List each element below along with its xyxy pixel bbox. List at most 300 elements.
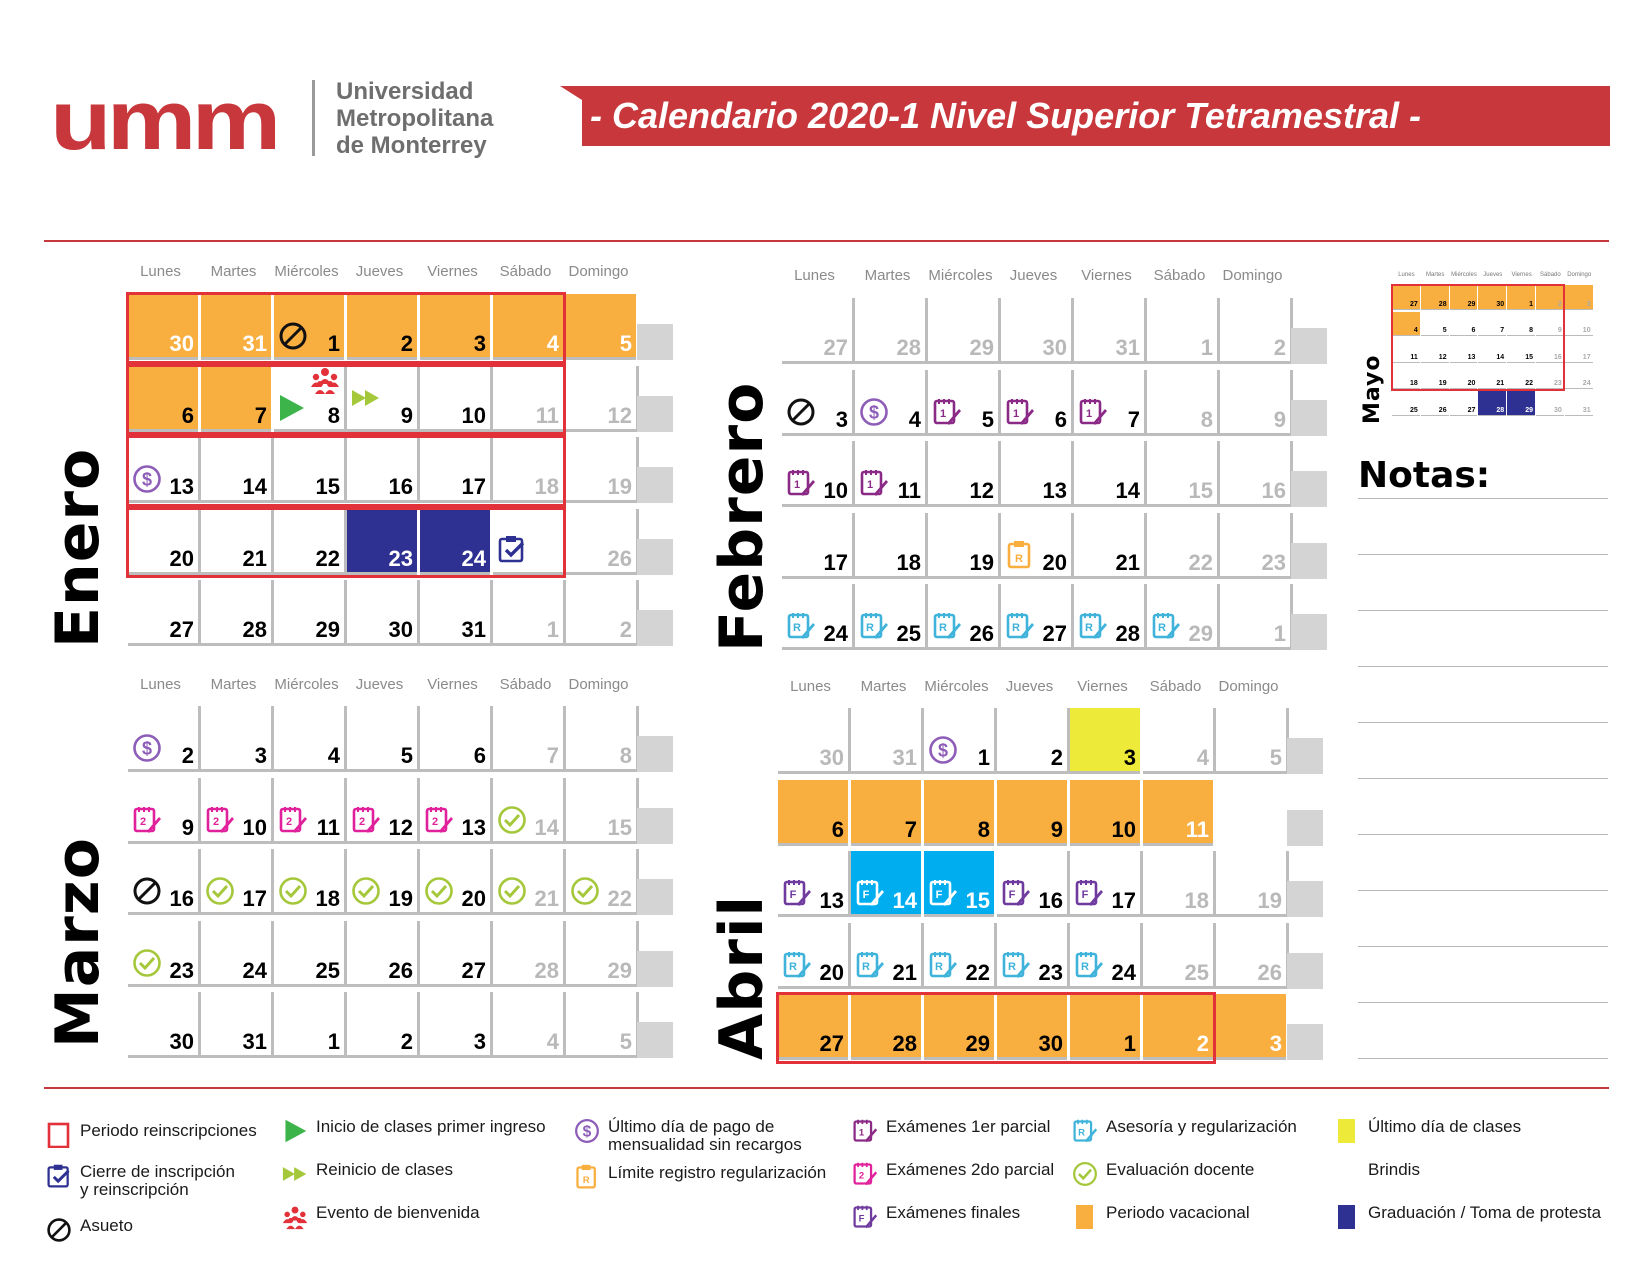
mini-day-number: 12	[1438, 353, 1447, 361]
legend-item	[282, 1161, 542, 1201]
week-tab	[1291, 328, 1327, 364]
day-number: 27	[169, 617, 194, 642]
day-number: 22	[607, 886, 632, 911]
weekday-header: Jueves	[1009, 267, 1058, 284]
svg-text:R: R	[939, 622, 947, 634]
day-number: 11	[316, 814, 340, 840]
mini-weekday-header: Lunes	[1398, 272, 1415, 278]
day-cell	[201, 778, 271, 844]
asesoria-icon	[782, 950, 812, 980]
reinscription-period-box	[126, 292, 566, 364]
mini-weekday-header: Martes	[1426, 272, 1445, 278]
ex2-legend-icon	[852, 1161, 878, 1187]
day-cell	[928, 298, 998, 364]
weekday-header: Viernes	[1077, 678, 1128, 695]
day-number: 18	[315, 886, 340, 911]
day-number: 24	[823, 621, 848, 646]
day-number: 10	[461, 402, 486, 428]
day-cell	[851, 923, 921, 989]
note-line	[1358, 834, 1608, 835]
day-cell	[420, 849, 490, 915]
day-number: 26	[1257, 959, 1282, 985]
day-number: 5	[619, 331, 632, 356]
svg-text:R: R	[1081, 960, 1089, 973]
svg-text:2: 2	[285, 815, 293, 828]
weekday-header: Miércoles	[924, 678, 989, 695]
week-tab	[637, 324, 673, 360]
legend-label: Reinicio de clases	[316, 1160, 454, 1179]
week-tab	[637, 610, 673, 646]
yellow-legend-icon	[1334, 1118, 1360, 1144]
svg-text:1: 1	[858, 1127, 865, 1139]
day-number: 19	[607, 474, 632, 499]
weekday-header: Jueves	[355, 676, 404, 693]
day-number: 20	[819, 959, 844, 985]
day-number: 9	[1273, 406, 1286, 432]
day-cell	[128, 580, 198, 646]
exf-icon	[782, 878, 812, 908]
note-line	[1358, 554, 1608, 555]
day-cell	[1220, 370, 1290, 436]
mini-day-number: 11	[1410, 353, 1418, 361]
day-number: 8	[327, 402, 340, 428]
svg-text:2: 2	[139, 815, 147, 828]
day-cell	[420, 706, 490, 772]
day-cell	[493, 849, 563, 915]
day-number: 10	[823, 478, 848, 503]
mini-day-number: 25	[1410, 406, 1418, 414]
day-number: 27	[1042, 621, 1067, 646]
day-number: 25	[896, 621, 921, 646]
mini-day-number: 5	[1442, 327, 1447, 334]
logo-line-2: Metropolitana	[336, 105, 494, 132]
legend-item	[1334, 1161, 1594, 1201]
legend-item	[1334, 1118, 1594, 1158]
day-number: 13	[819, 888, 844, 913]
mini-day-number: 23	[1554, 380, 1562, 387]
weekday-header: Lunes	[140, 676, 181, 693]
day-number: 1	[546, 617, 559, 642]
svg-text:R: R	[1085, 622, 1093, 634]
day-cell	[997, 708, 1067, 774]
day-number: 8	[1200, 406, 1213, 432]
day-cell	[1143, 923, 1213, 989]
day-number: 27	[823, 335, 848, 360]
weekday-header: Sábado	[1149, 678, 1202, 695]
day-number: 9	[181, 814, 194, 840]
mini-reinscription-box	[1391, 284, 1565, 391]
day-number: 31	[242, 1029, 267, 1054]
weekday-header: Sábado	[1153, 267, 1206, 284]
day-cell	[566, 580, 636, 646]
legend-item	[282, 1117, 546, 1158]
svg-text:1: 1	[793, 479, 801, 491]
svg-text:R: R	[793, 622, 801, 634]
day-cell	[851, 708, 921, 774]
note-line	[1358, 1002, 1608, 1003]
day-cell	[274, 849, 344, 915]
svg-text:1: 1	[1012, 407, 1020, 420]
day-number: 8	[977, 816, 990, 842]
week-tab	[1291, 400, 1327, 436]
mini-day-number: 27	[1410, 300, 1418, 308]
mini-day-number: 28	[1438, 300, 1447, 308]
day-number: 30	[388, 617, 413, 642]
day-cell	[1074, 584, 1144, 650]
svg-text:$: $	[141, 738, 153, 759]
day-cell	[1074, 513, 1144, 579]
note-line	[1358, 890, 1608, 891]
day-number: 22	[1188, 549, 1213, 575]
legend-item	[1072, 1204, 1332, 1244]
day-number: 18	[896, 549, 921, 575]
day-number: 23	[388, 545, 413, 571]
day-cell	[1143, 780, 1213, 846]
day-cell	[1001, 513, 1071, 579]
legend-label: Exámenes 1er parcial	[886, 1117, 1051, 1136]
weekday-header: Sábado	[499, 676, 552, 693]
day-number: 5	[619, 1029, 632, 1054]
day-number: 10	[242, 814, 267, 840]
week-tab	[637, 879, 673, 915]
weekday-header: Lunes	[790, 678, 831, 695]
day-cell	[997, 780, 1067, 846]
restart-legend-icon	[282, 1161, 308, 1187]
note-line	[1358, 722, 1608, 723]
legend-label: Evaluación docente	[1106, 1160, 1255, 1179]
svg-text:$: $	[868, 402, 880, 422]
day-number: 2	[619, 617, 632, 642]
legend-item	[574, 1164, 834, 1204]
day-cell	[1220, 298, 1290, 364]
day-number: 17	[823, 549, 848, 575]
day-cell	[566, 437, 636, 503]
day-number: 13	[169, 474, 194, 499]
mini-day-number: 13	[1467, 353, 1476, 361]
day-cell	[274, 778, 344, 844]
ex2-icon	[351, 805, 381, 835]
day-cell	[928, 370, 998, 436]
mini-day-number: 15	[1525, 353, 1533, 361]
day-number: 3	[473, 331, 486, 356]
day-cell	[1216, 851, 1286, 917]
day-cell	[1143, 851, 1213, 917]
day-cell	[855, 298, 925, 364]
day-cell	[1001, 441, 1071, 507]
asesoria-icon	[1078, 611, 1108, 641]
day-cell	[128, 706, 198, 772]
mini-day-number: 29	[1525, 406, 1533, 414]
svg-text:$: $	[582, 1123, 592, 1141]
mini-day-number: 26	[1438, 406, 1447, 414]
eval-icon	[497, 805, 527, 835]
week-tab	[637, 396, 673, 432]
legend-label: Último día de pago de mensualidad sin recargos	[608, 1117, 802, 1154]
note-line	[1358, 778, 1608, 779]
legend-item	[46, 1163, 306, 1203]
navy-legend-icon	[1334, 1204, 1360, 1230]
day-cell	[1216, 780, 1286, 846]
mini-day-number: 27	[1467, 406, 1476, 414]
day-number: 19	[388, 886, 413, 911]
day-number: 19	[969, 549, 994, 575]
day-number: 18	[1184, 888, 1209, 913]
vac-legend-icon	[1072, 1204, 1098, 1230]
mini-day-number: 1	[1529, 300, 1533, 308]
day-number: 24	[1111, 959, 1136, 985]
day-cell	[924, 851, 994, 917]
umm-logo-mark: umm	[50, 73, 277, 167]
mini-day-number: 16	[1554, 353, 1562, 361]
day-cell	[1220, 584, 1290, 650]
svg-text:R: R	[935, 960, 943, 973]
month-name-mayo: Mayo	[1360, 354, 1385, 424]
mini-day-cell	[1565, 365, 1593, 390]
mini-weekday-header: Jueves	[1483, 272, 1503, 278]
day-cell	[1070, 851, 1140, 917]
day-cell	[997, 851, 1067, 917]
logo-line-3: de Monterrey	[336, 132, 487, 159]
day-cell	[924, 780, 994, 846]
day-cell	[274, 706, 344, 772]
legend-label: Exámenes finales	[886, 1203, 1021, 1222]
eval-icon	[570, 876, 600, 906]
day-number: 31	[461, 617, 486, 642]
week-tab	[637, 736, 673, 772]
day-number: 11	[897, 478, 921, 503]
day-number: 28	[892, 1031, 917, 1056]
day-number: 15	[315, 474, 340, 499]
mini-day-number: 7	[1500, 327, 1505, 334]
day-cell	[201, 580, 271, 646]
start-legend-icon	[282, 1118, 308, 1144]
day-cell	[347, 580, 417, 646]
day-number: 24	[461, 545, 486, 571]
mini-day-number: 20	[1467, 380, 1476, 387]
weekday-header: Viernes	[427, 676, 478, 693]
day-cell	[782, 441, 852, 507]
day-number: 15	[965, 888, 990, 913]
mini-day-number: 18	[1410, 380, 1418, 387]
day-number: 13	[461, 814, 486, 840]
day-cell	[782, 298, 852, 364]
day-cell	[1001, 298, 1071, 364]
svg-text:2: 2	[358, 815, 366, 828]
svg-text:R: R	[789, 960, 797, 973]
top-divider	[44, 240, 1609, 242]
day-number: 6	[181, 402, 194, 428]
university-name	[336, 78, 493, 159]
svg-text:R: R	[1012, 622, 1020, 634]
svg-text:F: F	[862, 889, 870, 901]
day-number: 30	[169, 1029, 194, 1054]
legend-item	[1072, 1161, 1332, 1201]
day-cell	[928, 584, 998, 650]
legend-item	[1072, 1118, 1332, 1158]
day-cell	[566, 509, 636, 575]
legend-label: Periodo reinscripciones	[80, 1121, 257, 1140]
exf-icon	[1001, 878, 1031, 908]
day-number: 23	[1038, 959, 1063, 985]
ex1-icon	[1005, 397, 1035, 427]
day-cell	[566, 849, 636, 915]
day-cell	[782, 513, 852, 579]
day-number: 5	[400, 743, 413, 768]
day-number: 31	[242, 331, 267, 356]
ex1-icon	[859, 468, 889, 498]
day-cell	[347, 992, 417, 1058]
day-cell	[201, 706, 271, 772]
day-number: 2	[1273, 335, 1286, 360]
day-number: 24	[242, 957, 267, 983]
day-cell	[201, 921, 271, 987]
day-number: 19	[1257, 888, 1282, 913]
mini-day-number: 6	[1471, 327, 1476, 334]
eval-icon	[497, 876, 527, 906]
mini-day-cell	[1507, 391, 1535, 416]
day-number: 25	[1184, 959, 1209, 985]
mini-day-number: 30	[1496, 300, 1505, 308]
week-tab	[637, 808, 673, 844]
day-cell	[1147, 441, 1217, 507]
day-number: 18	[534, 474, 559, 499]
day-cell	[778, 923, 848, 989]
day-number: 3	[473, 1029, 486, 1054]
day-cell	[1216, 994, 1286, 1060]
day-cell	[347, 778, 417, 844]
day-number: 1	[1273, 621, 1286, 646]
day-number: 16	[388, 474, 413, 499]
mini-day-number: 14	[1496, 353, 1505, 361]
day-cell	[1216, 708, 1286, 774]
day-cell	[1147, 584, 1217, 650]
day-cell	[855, 584, 925, 650]
day-cell	[420, 778, 490, 844]
day-number: 21	[892, 959, 917, 985]
day-number: 12	[969, 478, 994, 503]
day-cell	[855, 513, 925, 579]
weekday-header: Miércoles	[928, 267, 993, 284]
day-cell	[347, 706, 417, 772]
weekday-header: Domingo	[568, 676, 629, 693]
day-cell	[1147, 513, 1217, 579]
weekday-header: Miércoles	[274, 263, 339, 280]
svg-text:F: F	[858, 1213, 865, 1225]
day-number: 16	[1038, 888, 1063, 913]
day-number: 7	[546, 743, 559, 768]
day-cell	[1147, 298, 1217, 364]
weekday-header: Domingo	[1218, 678, 1279, 695]
reinscription-period-box	[126, 364, 566, 436]
mini-weekday-header: Domingo	[1567, 272, 1592, 278]
day-cell	[928, 441, 998, 507]
day-number: 11	[1185, 816, 1209, 842]
ex2-icon	[205, 805, 235, 835]
day-cell	[1070, 708, 1140, 774]
day-number: 4	[327, 743, 340, 768]
legend-label: Cierre de inscripción y reinscripción	[80, 1162, 235, 1199]
asesoria-icon	[1005, 611, 1035, 641]
legend-label: Evento de bienvenida	[316, 1203, 480, 1222]
notes-title: Notas:	[1358, 455, 1491, 496]
day-number: 9	[1050, 816, 1063, 842]
day-cell	[1074, 441, 1144, 507]
ex2-icon	[278, 805, 308, 835]
note-line	[1358, 498, 1608, 499]
day-number: 22	[965, 959, 990, 985]
day-cell	[566, 921, 636, 987]
day-number: 17	[461, 474, 486, 499]
day-number: 17	[1111, 888, 1136, 913]
weekday-header: Jueves	[355, 263, 404, 280]
mini-day-number: 22	[1525, 380, 1533, 387]
weekday-header: Martes	[210, 263, 257, 280]
week-tab	[637, 1022, 673, 1058]
ex2-icon	[132, 805, 162, 835]
day-number: 12	[607, 402, 632, 428]
exf-icon	[1074, 878, 1104, 908]
weekday-header: Lunes	[140, 263, 181, 280]
day-number: 14	[892, 888, 917, 913]
day-cell	[128, 849, 198, 915]
day-cell	[493, 921, 563, 987]
day-number: 29	[969, 335, 994, 360]
month-name-febrero: Febrero	[707, 381, 777, 652]
weekday-header: Viernes	[427, 263, 478, 280]
reinscription-period-box	[776, 992, 1216, 1064]
day-cell	[493, 706, 563, 772]
mini-day-cell	[1478, 391, 1506, 416]
mini-day-number: 29	[1467, 300, 1476, 308]
day-number: 13	[1042, 478, 1067, 503]
legend-label: Asesoría y regularización	[1106, 1117, 1297, 1136]
weekday-header: Martes	[210, 676, 257, 693]
ex1-icon	[786, 468, 816, 498]
day-number: 3	[1269, 1031, 1282, 1056]
bottom-divider	[44, 1087, 1609, 1089]
day-number: 6	[473, 743, 486, 768]
day-number: 31	[1115, 335, 1140, 360]
day-number: 20	[461, 886, 486, 911]
ex1-icon	[932, 397, 962, 427]
day-cell	[274, 921, 344, 987]
asesoria-icon	[932, 611, 962, 641]
svg-text:2: 2	[858, 1170, 865, 1182]
month-name-enero: Enero	[43, 447, 113, 648]
note-line	[1358, 666, 1608, 667]
limite-icon	[1005, 540, 1035, 570]
box-legend-icon	[46, 1122, 72, 1148]
page-title: - Calendario 2020-1 Nivel Superior Tetramestral -	[590, 95, 1421, 136]
day-number: 29	[607, 957, 632, 983]
day-cell	[274, 992, 344, 1058]
day-number: 3	[835, 406, 848, 432]
svg-text:R: R	[1008, 960, 1016, 973]
weekday-header: Miércoles	[274, 676, 339, 693]
day-number: 16	[1261, 478, 1286, 503]
week-tab	[1291, 543, 1327, 579]
svg-text:2: 2	[431, 815, 439, 828]
legend-item	[574, 1118, 834, 1158]
pay-icon	[928, 735, 958, 765]
week-tab	[1287, 881, 1323, 917]
day-cell	[566, 366, 636, 432]
day-number: 31	[892, 745, 917, 770]
mini-weekday-header: Miércoles	[1451, 272, 1477, 278]
day-cell	[201, 992, 271, 1058]
weekday-header: Martes	[864, 267, 911, 284]
week-tab	[1287, 738, 1323, 774]
